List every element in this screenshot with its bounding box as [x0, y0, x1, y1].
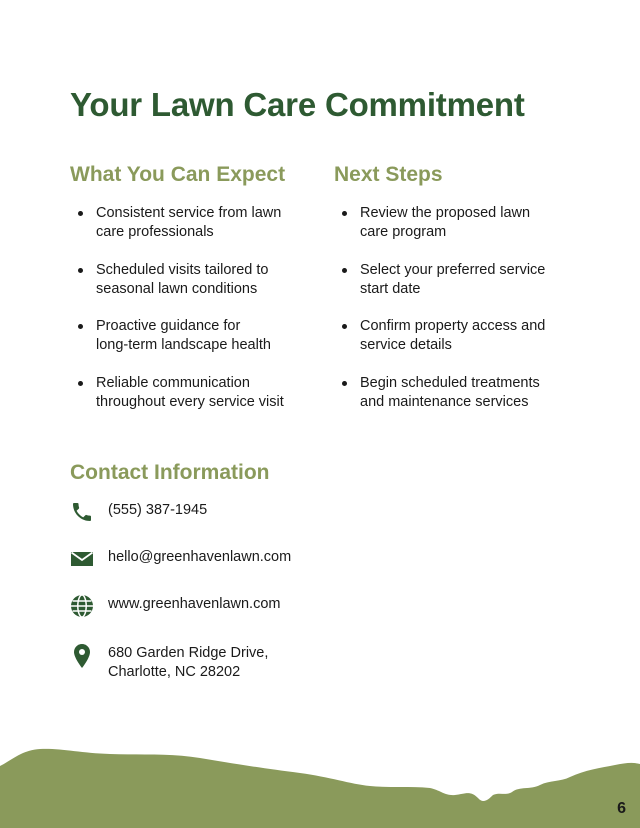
list-item: Consistent service from lawn care professionals — [78, 204, 318, 242]
phone-number[interactable]: (555) 387-1945 — [108, 502, 208, 518]
location-pin-icon — [70, 643, 94, 667]
phone-icon — [70, 500, 94, 524]
contact-heading: Contact Information — [70, 461, 270, 484]
next-steps-heading: Next Steps — [334, 163, 443, 186]
page-title: Your Lawn Care Commitment — [70, 86, 525, 123]
page-number: 6 — [617, 800, 626, 817]
list-item: Review the proposed lawn care program — [342, 204, 578, 242]
list-item: Select your preferred service start date — [342, 261, 578, 299]
bullet-dot — [78, 268, 83, 273]
list-item: Scheduled visits tailored to seasonal lawn conditions — [78, 261, 318, 299]
envelope-icon — [70, 547, 94, 571]
bullet-dot — [342, 211, 347, 216]
expect-list — [78, 204, 318, 430]
email-address[interactable]: hello@greenhavenlawn.com — [108, 549, 292, 565]
bullet-dot — [342, 381, 347, 386]
bullet-dot — [342, 324, 347, 329]
list-item: Begin scheduled treatments and maintenance services — [342, 374, 578, 412]
list-item: Reliable communication throughout every service visit — [78, 374, 318, 412]
bullet-dot — [78, 211, 83, 216]
website-url[interactable]: www.greenhavenlawn.com — [108, 596, 281, 612]
grass-decoration — [0, 740, 640, 828]
next-steps-list — [342, 204, 578, 430]
bullet-dot — [342, 268, 347, 273]
bullet-dot — [78, 324, 83, 329]
expect-heading: What You Can Expect — [70, 163, 286, 186]
globe-icon — [70, 594, 94, 618]
bullet-dot — [78, 381, 83, 386]
address-text: 680 Garden Ridge Drive, Charlotte, NC 28202 — [108, 645, 269, 680]
list-item: Proactive guidance for long-term landscape health — [78, 317, 318, 355]
list-item: Confirm property access and service details — [342, 317, 578, 355]
